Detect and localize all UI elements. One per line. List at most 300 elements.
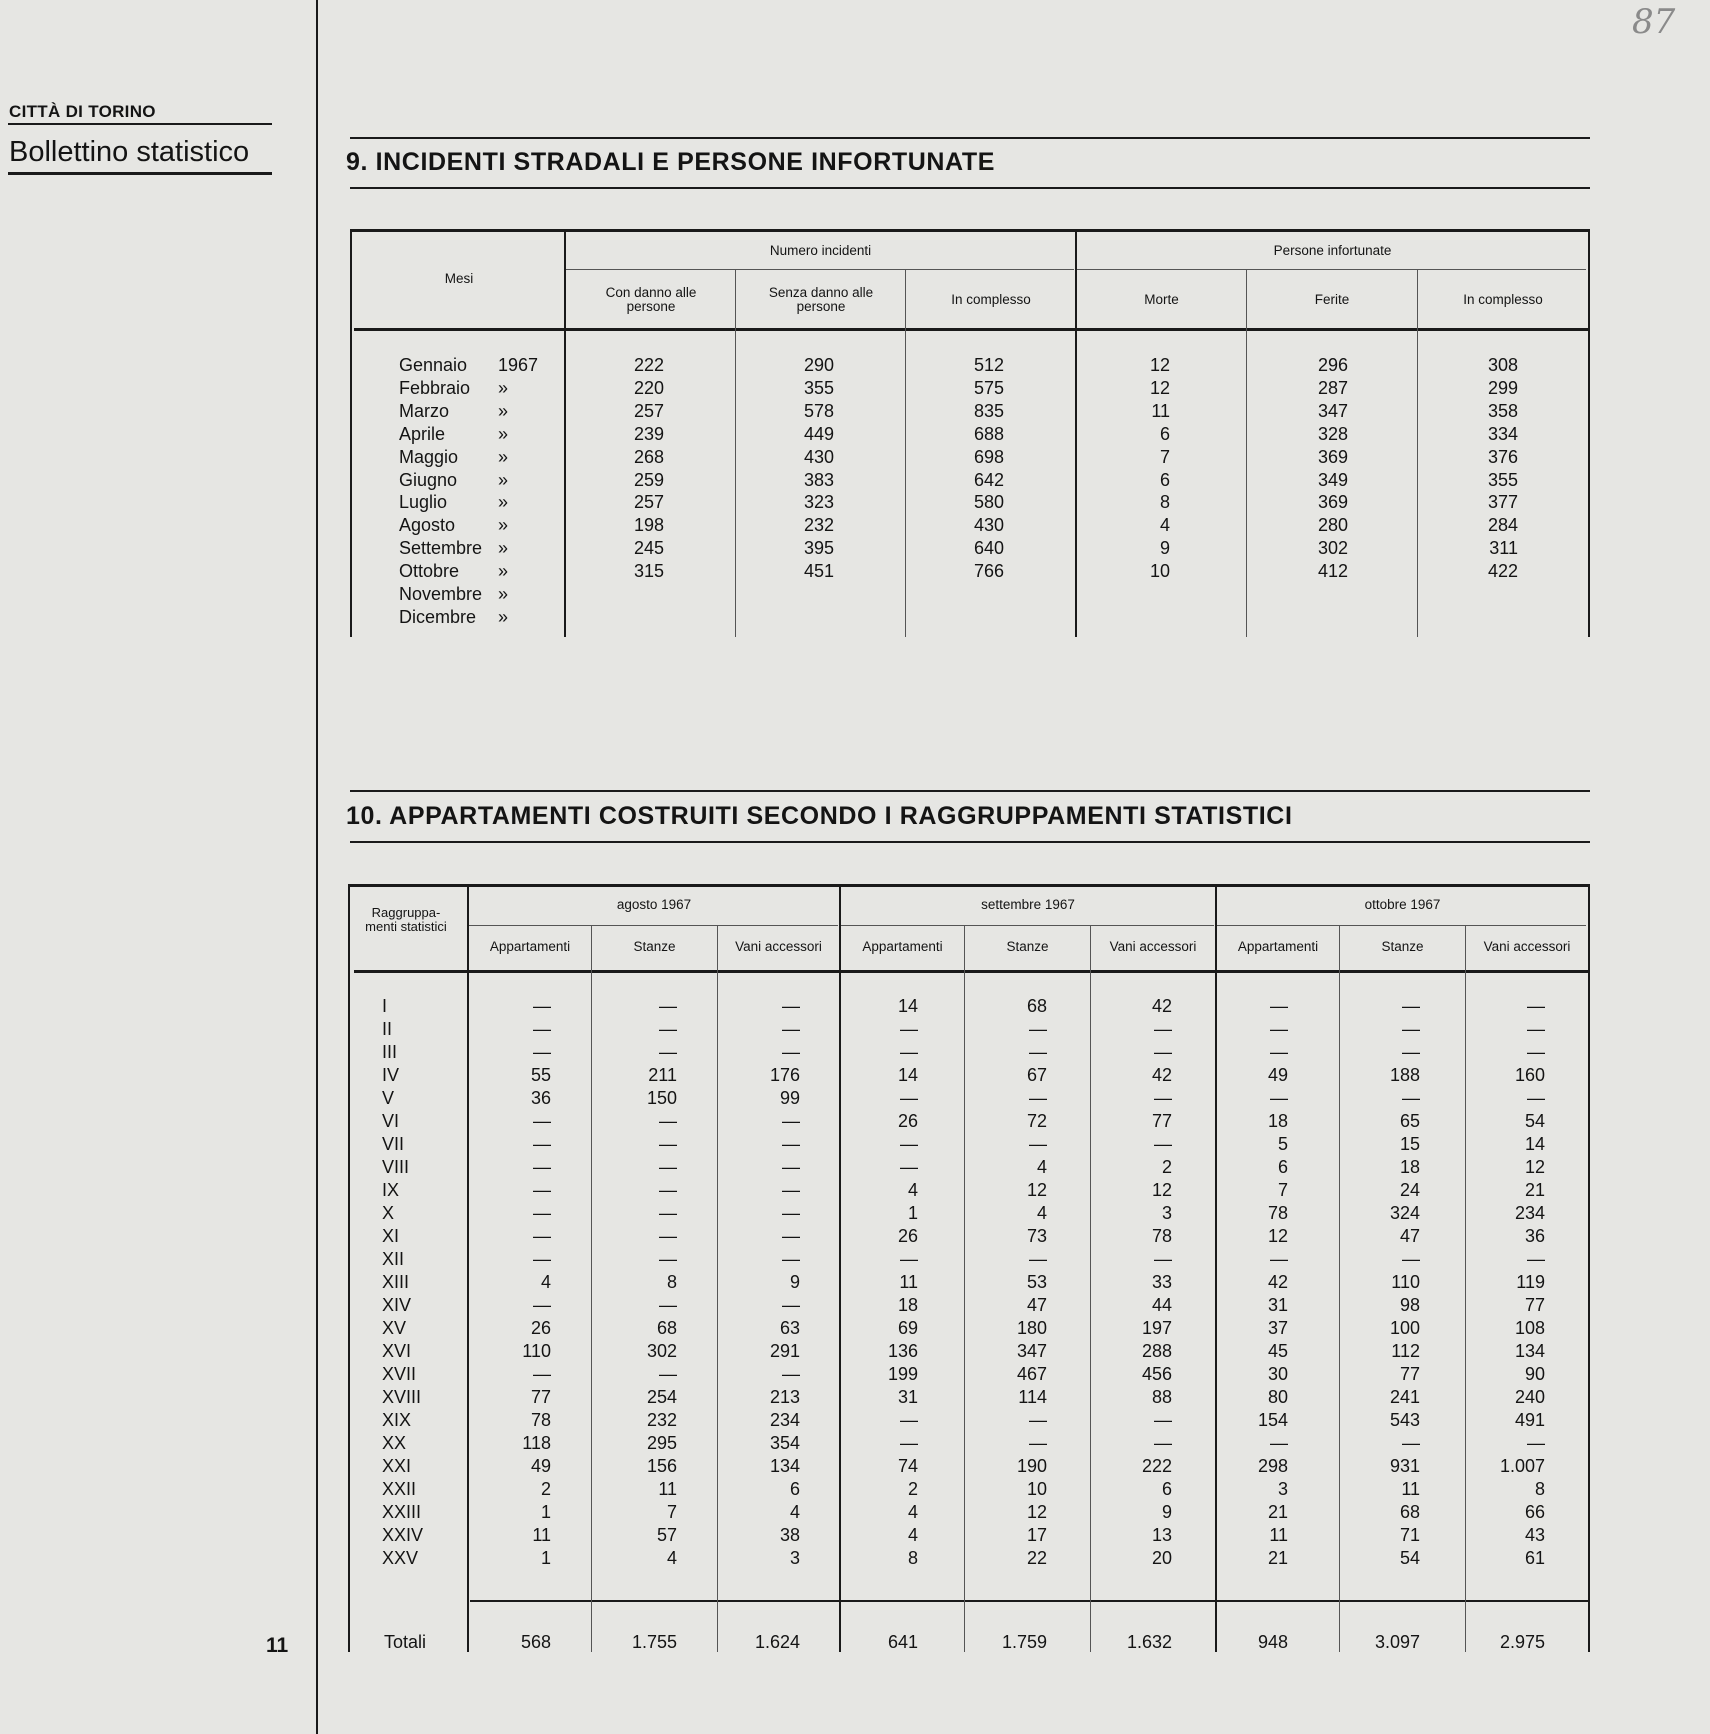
table9-cell: 422 — [1487, 561, 1518, 581]
table10-cell: 302 — [646, 1341, 677, 1361]
table9-month-label: Giugno — [399, 470, 458, 490]
table9-month-label: Novembre — [399, 584, 483, 604]
table10-cell: — — [1527, 1019, 1545, 1039]
table10-cell: 12 — [1151, 1180, 1172, 1200]
table10-cell: 241 — [1389, 1387, 1420, 1407]
table10-cell: 1 — [540, 1502, 551, 1522]
table10-row-label: XXIV — [382, 1525, 424, 1545]
table10-cell: 20 — [1151, 1548, 1172, 1568]
table10-cell: 160 — [1514, 1065, 1545, 1085]
table9-right-border — [1588, 229, 1590, 637]
table10-cell: — — [533, 1180, 551, 1200]
table10-header-settembre: settembre 1967 — [981, 897, 1075, 912]
table10-cell: — — [1029, 1249, 1047, 1269]
table10-totals-cell: 2.975 — [1499, 1632, 1545, 1652]
table9-year-label: » — [498, 401, 509, 421]
table10-cell: — — [900, 1157, 918, 1177]
table10-cell: 72 — [1026, 1111, 1047, 1131]
table9-cell: 232 — [803, 515, 834, 535]
table10-totals-cell: 948 — [1257, 1632, 1288, 1652]
table10-col-header: Vani accessori — [1109, 939, 1197, 954]
table10-cell: — — [1527, 1433, 1545, 1453]
table9-cell: 280 — [1317, 515, 1348, 535]
table9-cell: 239 — [633, 424, 664, 444]
table10-cell: 8 — [1534, 1479, 1545, 1499]
table9-cell — [584, 607, 664, 629]
table10-cell: — — [1270, 1019, 1288, 1039]
table10-row-label: XVIII — [382, 1387, 422, 1407]
table10-cell: 68 — [1026, 996, 1047, 1016]
table10-cell: 78 — [530, 1410, 551, 1430]
table9-year-label: » — [498, 492, 509, 512]
table10-cell: — — [659, 1111, 677, 1131]
table10-totals-cell: 1.755 — [631, 1632, 677, 1652]
table9-title-top-rule — [350, 137, 1590, 139]
table10-cell: 30 — [1267, 1364, 1288, 1384]
table9-group-rule-2 — [1077, 269, 1586, 270]
table10-cell: — — [1402, 1042, 1420, 1062]
table9-cell: 369 — [1317, 492, 1348, 512]
table10-cell: 80 — [1267, 1387, 1288, 1407]
table10-cell: — — [533, 1111, 551, 1131]
table10-row-label: II — [382, 1019, 393, 1039]
table9-month-label: Febbraio — [399, 378, 471, 398]
table10-cell: 6 — [1277, 1157, 1288, 1177]
table10-cell: 74 — [897, 1456, 918, 1476]
table10-cell: 69 — [897, 1318, 918, 1338]
table10-totals-cell: 641 — [887, 1632, 918, 1652]
table10-totals-cell: 1.759 — [1001, 1632, 1047, 1652]
table10-cell: 3 — [789, 1548, 800, 1568]
table10-row-label: XXII — [382, 1479, 417, 1499]
table10-cell: 9 — [1161, 1502, 1172, 1522]
table10-cell: 110 — [1391, 1272, 1420, 1292]
table10-cell: 14 — [897, 1065, 918, 1085]
table10-cell: 12 — [1524, 1157, 1545, 1177]
table9-month-label: Dicembre — [399, 607, 477, 627]
table10-cell: — — [782, 1111, 800, 1131]
table10-cell: 55 — [530, 1065, 551, 1085]
table9-col-divider — [564, 231, 566, 637]
table9-cell: 287 — [1317, 378, 1348, 398]
table10-cell: 77 — [1399, 1364, 1420, 1384]
table9-cell: 376 — [1487, 447, 1518, 467]
table10-cell: — — [1270, 1042, 1288, 1062]
table10-cell: 154 — [1257, 1410, 1288, 1430]
table10-cell: 13 — [1151, 1525, 1172, 1545]
table9-cell — [754, 584, 834, 606]
table9-cell — [1438, 607, 1518, 629]
table10-cell: 222 — [1141, 1456, 1172, 1476]
table10-cell: — — [659, 1295, 677, 1315]
table9-header-numero-incidenti: Numero incidenti — [769, 243, 872, 258]
table10-cell: — — [1270, 1433, 1288, 1453]
table10-cell: — — [659, 996, 677, 1016]
table9-cell — [924, 584, 1004, 606]
header-title-underline — [8, 172, 272, 175]
table10-cell: 2 — [540, 1479, 551, 1499]
table10-header-raggruppamenti: Raggruppa- menti statistici — [365, 905, 447, 934]
table9-cell: 412 — [1317, 561, 1348, 581]
table9-cell: 323 — [803, 492, 834, 512]
table9-header-ferite: Ferite — [1314, 292, 1350, 307]
table10-cell: — — [1270, 996, 1288, 1016]
table10-cell: — — [533, 1134, 551, 1154]
table10-cell: 24 — [1399, 1180, 1420, 1200]
table10-cell: 180 — [1016, 1318, 1047, 1338]
table10-cell: — — [659, 1019, 677, 1039]
table10-cell: 68 — [656, 1318, 677, 1338]
table10-row-label: VIII — [382, 1157, 410, 1177]
table10-col-header: Vani accessori — [1483, 939, 1571, 954]
table9-month-label: Maggio — [399, 447, 459, 467]
table10-header-agosto: agosto 1967 — [616, 897, 692, 912]
table10-col-header: Stanze — [1006, 939, 1049, 954]
table9-month-label: Agosto — [399, 515, 456, 535]
table10-cell: 10 — [1026, 1479, 1047, 1499]
table10-cell: 45 — [1267, 1341, 1288, 1361]
table10-left-border — [348, 884, 350, 1652]
table10-row-label: XXI — [382, 1456, 412, 1476]
table9-month-label: Ottobre — [399, 561, 460, 581]
table9-year-label: » — [498, 470, 509, 490]
table9-cell: 10 — [1149, 561, 1170, 581]
table10-cell: 54 — [1524, 1111, 1545, 1131]
table9-cell: 383 — [803, 470, 834, 490]
table10-cell: 11 — [1269, 1525, 1288, 1545]
table10-cell: 11 — [1401, 1479, 1420, 1499]
table10-row-label: X — [382, 1203, 395, 1223]
table10-group-rule-2 — [841, 925, 1214, 926]
table10-cell: 77 — [530, 1387, 551, 1407]
table9-cell — [1090, 607, 1170, 629]
table9-header-senza-danno: Senza danno alle persone — [768, 285, 874, 314]
table10-cell: 112 — [1391, 1341, 1420, 1361]
table10-cell: 6 — [789, 1479, 800, 1499]
table10-row-label: XIV — [382, 1295, 412, 1315]
table10-col-divider — [591, 926, 592, 1652]
table10-cell: — — [1029, 1410, 1047, 1430]
table10-cell: 176 — [769, 1065, 800, 1085]
table10-cell: — — [1527, 1249, 1545, 1269]
table10-col-header: Vani accessori — [735, 939, 822, 954]
table10-cell: 1 — [540, 1548, 551, 1568]
table9-cell — [1438, 584, 1518, 606]
table10-cell: — — [533, 1157, 551, 1177]
table9-cell: 296 — [1317, 355, 1348, 375]
table10-cell: — — [659, 1180, 677, 1200]
table9-cell: 688 — [973, 424, 1004, 444]
handwritten-page-number: 87 — [1632, 2, 1676, 42]
table10-cell: 71 — [1399, 1525, 1420, 1545]
table10-cell: 12 — [1026, 1180, 1047, 1200]
table9-cell: 7 — [1159, 447, 1170, 467]
table10-totals-label: Totali — [384, 1632, 427, 1652]
table9-cell: 377 — [1487, 492, 1518, 512]
table10-cell: 26 — [897, 1226, 918, 1246]
table9-cell: 259 — [633, 470, 664, 490]
table10-group-rule-3 — [1217, 925, 1586, 926]
table10-cell: 36 — [1524, 1226, 1545, 1246]
table10-cell: — — [659, 1042, 677, 1062]
table10-cell: 7 — [1277, 1180, 1288, 1200]
header-publication-title: Bollettino statistico — [9, 136, 250, 168]
table10-header-ottobre: ottobre 1967 — [1364, 897, 1441, 912]
table10-cell: 4 — [907, 1180, 918, 1200]
table10-cell: 21 — [1267, 1548, 1288, 1568]
table10-totals-cell: 568 — [520, 1632, 551, 1652]
table10-cell: 4 — [1036, 1157, 1047, 1177]
table10-cell: 12 — [1026, 1502, 1047, 1522]
table10-cell: — — [1154, 1134, 1172, 1154]
table10-cell: — — [1527, 1088, 1545, 1108]
table10-cell: 456 — [1141, 1364, 1172, 1384]
table9-title-bottom-rule — [350, 187, 1590, 189]
table9-cell: 11 — [1151, 401, 1170, 421]
table9-cell: 8 — [1159, 492, 1170, 512]
table9-year-label: » — [498, 515, 509, 535]
table9-cell: 355 — [1487, 470, 1518, 490]
table10-cell: — — [782, 1019, 800, 1039]
table10-cell: 42 — [1151, 1065, 1172, 1085]
table10-cell: — — [533, 1295, 551, 1315]
table10-cell: 197 — [1141, 1318, 1172, 1338]
table10-cell: — — [900, 1088, 918, 1108]
table9-cell: 12 — [1149, 378, 1170, 398]
table9-cell: 640 — [973, 538, 1004, 558]
table9-cell: 578 — [803, 401, 834, 421]
table10-cell: — — [1270, 1249, 1288, 1269]
table9-col-divider — [735, 269, 736, 637]
table10-cell: — — [1527, 996, 1545, 1016]
table10-cell: — — [782, 1226, 800, 1246]
table10-row-label: IV — [382, 1065, 400, 1085]
table10-cell: 4 — [789, 1502, 800, 1522]
table10-header-bottom-rule — [354, 970, 1588, 973]
table9-cell: 302 — [1317, 538, 1348, 558]
table10-cell: 119 — [1516, 1272, 1545, 1292]
table10-cell: — — [1402, 996, 1420, 1016]
table10-cell: 11 — [899, 1272, 918, 1292]
table10-cell: 134 — [1514, 1341, 1545, 1361]
table9-cell — [924, 607, 1004, 629]
table10-cell: — — [659, 1157, 677, 1177]
table10-cell: — — [782, 996, 800, 1016]
table10-row-label: V — [382, 1088, 395, 1108]
table10-cell: — — [533, 1226, 551, 1246]
table10-row-label: XIII — [382, 1272, 410, 1292]
table10-cell: 2 — [1161, 1157, 1172, 1177]
table9-cell: 575 — [973, 378, 1004, 398]
table9-cell: 245 — [633, 538, 664, 558]
table10-cell: 11 — [532, 1525, 551, 1545]
table10-cell: 4 — [1036, 1203, 1047, 1223]
table9-header-in-complesso-1: In complesso — [951, 292, 1031, 307]
table10-cell: 100 — [1389, 1318, 1420, 1338]
table10-cell: 49 — [1267, 1065, 1288, 1085]
table9-cell: 299 — [1487, 378, 1518, 398]
table9-cell: 268 — [633, 447, 664, 467]
table10-cell: — — [900, 1249, 918, 1269]
table10-cell: — — [900, 1410, 918, 1430]
table10-title-bottom-rule — [350, 841, 1590, 843]
table9-cell — [1268, 607, 1348, 629]
table9-cell: 9 — [1159, 538, 1170, 558]
table9-year-label: » — [498, 538, 509, 558]
table10-cell: 9 — [789, 1272, 800, 1292]
table10-cell: 295 — [646, 1433, 677, 1453]
table9-cell: 290 — [803, 355, 834, 375]
table10-cell: 254 — [646, 1387, 677, 1407]
table10-row-label: XVII — [382, 1364, 417, 1384]
table9-cell: 4 — [1159, 515, 1170, 535]
table9-year-label: » — [498, 584, 509, 604]
table10-cell: — — [782, 1042, 800, 1062]
table10-cell: 77 — [1151, 1111, 1172, 1131]
table10-cell: — — [782, 1134, 800, 1154]
table10-cell: — — [1154, 1042, 1172, 1062]
table10-cell: — — [900, 1134, 918, 1154]
table9-header-in-complesso-2: In complesso — [1463, 292, 1543, 307]
table10-row-label: XI — [382, 1226, 400, 1246]
table9-year-label: » — [498, 607, 509, 627]
table10-cell: 90 — [1524, 1364, 1545, 1384]
table10-cell: 98 — [1399, 1295, 1420, 1315]
table9-cell — [584, 584, 664, 606]
table10-cell: 78 — [1151, 1226, 1172, 1246]
table10-row-label: IX — [382, 1180, 400, 1200]
table10-cell: 1 — [907, 1203, 918, 1223]
table10-cell: 347 — [1016, 1341, 1047, 1361]
table10-cell: 118 — [522, 1433, 551, 1453]
table10-cell: — — [533, 996, 551, 1016]
table9-group-rule-1 — [566, 269, 1074, 270]
table10-cell: 33 — [1151, 1272, 1172, 1292]
table9-cell: 349 — [1317, 470, 1348, 490]
table9-cell: 12 — [1149, 355, 1170, 375]
table10-cell: 14 — [1524, 1134, 1545, 1154]
table10-cell: 4 — [907, 1502, 918, 1522]
table10-cell: — — [659, 1226, 677, 1246]
table10-cell: 188 — [1389, 1065, 1420, 1085]
table10-cell: 3 — [1277, 1479, 1288, 1499]
table10-cell: — — [659, 1249, 677, 1269]
table10-cell: — — [533, 1042, 551, 1062]
table9-cell: 6 — [1159, 470, 1170, 490]
table9-cell: 369 — [1317, 447, 1348, 467]
table9-cell: 451 — [803, 561, 834, 581]
table10-cell: — — [782, 1157, 800, 1177]
header-city-underline — [8, 123, 272, 125]
table10-cell: — — [533, 1249, 551, 1269]
table9-cell: 395 — [803, 538, 834, 558]
table10-cell: 232 — [646, 1410, 677, 1430]
table10-cell: 99 — [779, 1088, 800, 1108]
table9-cell: 698 — [973, 447, 1004, 467]
table9-cell: 347 — [1317, 401, 1348, 421]
table10-cell: 108 — [1514, 1318, 1545, 1338]
table10-cell: 291 — [769, 1341, 800, 1361]
table10-cell: 2 — [907, 1479, 918, 1499]
table9-cell: 328 — [1317, 424, 1348, 444]
table10-cell: 324 — [1389, 1203, 1420, 1223]
table10-col-header: Stanze — [1381, 939, 1424, 954]
table9-cell: 257 — [633, 401, 664, 421]
table9-month-label: Aprile — [399, 424, 446, 444]
table10-cell: 543 — [1389, 1410, 1420, 1430]
table10-cell: 43 — [1524, 1525, 1545, 1545]
table9-cell: 835 — [973, 401, 1004, 421]
table10-col-divider — [964, 926, 965, 1652]
table10-cell: 114 — [1018, 1387, 1047, 1407]
table10-cell: — — [533, 1364, 551, 1384]
table9-header-persone-infortunate: Persone infortunate — [1273, 243, 1392, 258]
table10-cell: 42 — [1151, 996, 1172, 1016]
table10-col-divider — [1090, 926, 1091, 1652]
table10-title-top-rule — [350, 790, 1590, 792]
table10-cell: 288 — [1141, 1341, 1172, 1361]
table10-cell: 199 — [887, 1364, 918, 1384]
table10-cell: 3 — [1161, 1203, 1172, 1223]
table10-cell: — — [1154, 1433, 1172, 1453]
table10-row-label: I — [382, 996, 388, 1016]
table10-row-label: XV — [382, 1318, 407, 1338]
table9-cell: 449 — [803, 424, 834, 444]
table10-cell: 18 — [1267, 1111, 1288, 1131]
table10-col-divider — [467, 886, 469, 1652]
table9-col-divider — [1246, 269, 1247, 637]
table10-cell: — — [1270, 1088, 1288, 1108]
table9-cell: 642 — [973, 470, 1004, 490]
table10-cell: 354 — [769, 1433, 800, 1453]
table10-cell: — — [533, 1019, 551, 1039]
table9-cell: 257 — [633, 492, 664, 512]
table10-cell: 44 — [1151, 1295, 1172, 1315]
table10-cell: — — [782, 1203, 800, 1223]
table9-title: 9. INCIDENTI STRADALI E PERSONE INFORTUNATE — [346, 148, 995, 176]
table10-cell: 190 — [1016, 1456, 1047, 1476]
table10-col-divider — [717, 926, 718, 1652]
table10-cell: 49 — [530, 1456, 551, 1476]
table10-group-rule-1 — [469, 925, 838, 926]
table9-header-bottom-rule — [354, 328, 1588, 331]
table9-cell — [754, 607, 834, 629]
table9-cell: 198 — [633, 515, 664, 535]
table10-totals-cell: 1.632 — [1126, 1632, 1172, 1652]
table10-cell: 17 — [1026, 1525, 1047, 1545]
table10-cell: 61 — [1524, 1548, 1545, 1568]
table10-cell: 1.007 — [1499, 1456, 1545, 1476]
table9-year-label: » — [498, 378, 509, 398]
table9-month-label: Luglio — [399, 492, 448, 512]
table9-col-divider — [905, 269, 906, 637]
table10-cell: 234 — [769, 1410, 800, 1430]
table10-cell: 134 — [769, 1456, 800, 1476]
table10-cell: — — [1154, 1088, 1172, 1108]
table10-cell: — — [1154, 1410, 1172, 1430]
table10-row-label: XII — [382, 1249, 405, 1269]
table10-cell: 47 — [1399, 1226, 1420, 1246]
table10-cell: 18 — [1399, 1157, 1420, 1177]
table10-cell: — — [1029, 1042, 1047, 1062]
table10-cell: — — [1402, 1019, 1420, 1039]
table10-cell: — — [900, 1019, 918, 1039]
table10-cell: 8 — [666, 1272, 677, 1292]
table9-header-morte: Morte — [1144, 292, 1179, 307]
table9-left-border — [350, 229, 352, 637]
table10-cell: 150 — [646, 1088, 677, 1108]
table10-cell: — — [1029, 1088, 1047, 1108]
